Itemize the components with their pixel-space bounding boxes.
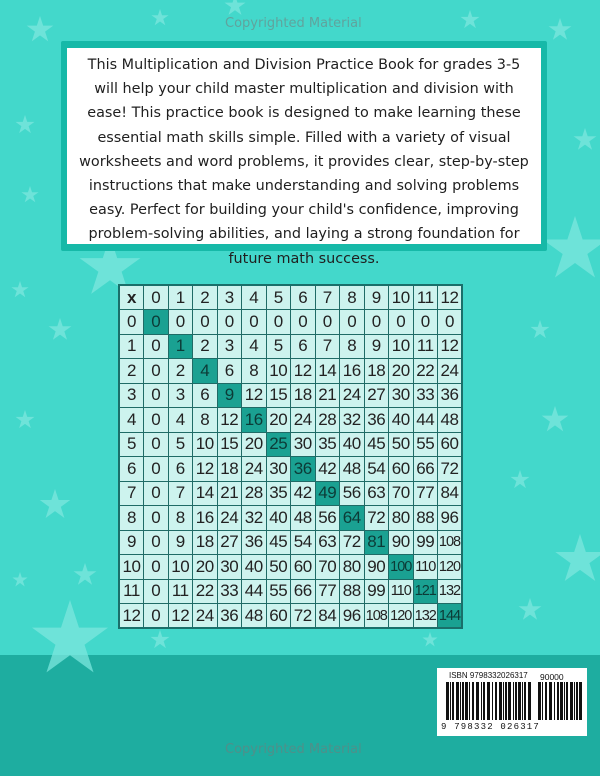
barcode-bar	[538, 682, 541, 720]
product-cell: 5	[168, 432, 193, 457]
barcode-bar	[570, 682, 573, 720]
product-cell: 11	[168, 579, 193, 604]
product-cell: 24	[193, 604, 218, 629]
multiplication-table	[118, 284, 463, 629]
barcode-bar	[554, 682, 555, 720]
watermark-bottom: Copyrighted Material	[225, 742, 362, 757]
square-cell: 49	[315, 481, 340, 506]
barcode-bar	[469, 682, 470, 720]
product-cell: 36	[242, 530, 267, 555]
product-cell: 50	[389, 432, 414, 457]
barcode-bar	[566, 682, 568, 720]
product-cell: 0	[340, 310, 365, 335]
product-cell: 22	[413, 359, 438, 384]
barcode-bar	[560, 682, 563, 720]
table-row	[119, 555, 462, 580]
product-cell: 88	[413, 506, 438, 531]
addon-barcode	[538, 682, 582, 722]
product-cell: 80	[340, 555, 365, 580]
barcode-bar	[499, 682, 502, 720]
row-header: 11	[119, 579, 144, 604]
product-cell: 48	[438, 408, 463, 433]
product-cell: 120	[438, 555, 463, 580]
barcode-bar	[579, 682, 582, 720]
product-cell: 72	[340, 530, 365, 555]
product-cell: 70	[315, 555, 340, 580]
product-cell: 24	[340, 383, 365, 408]
product-cell: 60	[438, 432, 463, 457]
product-cell: 0	[144, 604, 169, 629]
product-cell: 99	[413, 530, 438, 555]
product-cell: 14	[193, 481, 218, 506]
table-row	[119, 530, 462, 555]
barcode-bar	[545, 682, 547, 720]
product-cell: 30	[217, 555, 242, 580]
product-cell: 12	[193, 457, 218, 482]
product-cell: 55	[413, 432, 438, 457]
product-cell: 0	[217, 310, 242, 335]
square-cell: 144	[438, 604, 463, 629]
product-cell: 5	[266, 334, 291, 359]
product-cell: 20	[193, 555, 218, 580]
column-header: 8	[340, 285, 365, 310]
product-cell: 40	[389, 408, 414, 433]
product-cell: 24	[242, 457, 267, 482]
product-cell: 110	[389, 579, 414, 604]
product-cell: 0	[144, 457, 169, 482]
barcode-bar	[515, 682, 517, 720]
product-cell: 3	[168, 383, 193, 408]
column-header: 7	[315, 285, 340, 310]
product-cell: 72	[291, 604, 316, 629]
row-header: 10	[119, 555, 144, 580]
product-cell: 15	[266, 383, 291, 408]
square-cell: 16	[242, 408, 267, 433]
product-cell: 6	[217, 359, 242, 384]
row-header: 4	[119, 408, 144, 433]
barcode-bar	[487, 682, 490, 720]
barcode-bar	[528, 682, 531, 720]
product-cell: 36	[438, 383, 463, 408]
product-cell: 63	[364, 481, 389, 506]
barcode-bar	[483, 682, 485, 720]
table-row	[119, 383, 462, 408]
product-cell: 6	[168, 457, 193, 482]
product-cell: 10	[266, 359, 291, 384]
row-header: 8	[119, 506, 144, 531]
product-cell: 22	[193, 579, 218, 604]
column-header: 6	[291, 285, 316, 310]
product-cell: 0	[438, 310, 463, 335]
product-cell: 9	[168, 530, 193, 555]
table-corner-symbol: x	[119, 285, 144, 310]
column-header: 5	[266, 285, 291, 310]
product-cell: 0	[144, 555, 169, 580]
product-cell: 99	[364, 579, 389, 604]
barcode-bar	[505, 682, 507, 720]
column-header: 12	[438, 285, 463, 310]
product-cell: 66	[413, 457, 438, 482]
product-cell: 45	[266, 530, 291, 555]
product-cell: 7	[315, 334, 340, 359]
product-cell: 0	[266, 310, 291, 335]
product-cell: 7	[168, 481, 193, 506]
product-cell: 0	[364, 310, 389, 335]
product-cell: 24	[291, 408, 316, 433]
price-addon-label: 90000	[540, 672, 564, 682]
row-header: 7	[119, 481, 144, 506]
barcode-bar	[549, 682, 552, 720]
product-cell: 0	[389, 310, 414, 335]
product-cell: 8	[168, 506, 193, 531]
product-cell: 6	[193, 383, 218, 408]
product-cell: 27	[217, 530, 242, 555]
product-cell: 110	[413, 555, 438, 580]
product-cell: 33	[413, 383, 438, 408]
product-cell: 72	[438, 457, 463, 482]
product-cell: 45	[364, 432, 389, 457]
product-cell: 0	[144, 383, 169, 408]
product-cell: 35	[266, 481, 291, 506]
product-cell: 0	[242, 310, 267, 335]
column-header: 2	[193, 285, 218, 310]
product-cell: 10	[193, 432, 218, 457]
product-cell: 132	[438, 579, 463, 604]
square-cell: 4	[193, 359, 218, 384]
barcode-bar	[564, 682, 565, 720]
product-cell: 18	[193, 530, 218, 555]
product-cell: 16	[340, 359, 365, 384]
product-cell: 88	[340, 579, 365, 604]
table-row	[119, 579, 462, 604]
product-cell: 12	[217, 408, 242, 433]
product-cell: 48	[242, 604, 267, 629]
isbn-barcode	[446, 682, 534, 722]
isbn-label: ISBN 9798332026317	[449, 671, 528, 680]
square-cell: 64	[340, 506, 365, 531]
product-cell: 2	[168, 359, 193, 384]
table-row	[119, 481, 462, 506]
product-cell: 54	[364, 457, 389, 482]
product-cell: 18	[364, 359, 389, 384]
product-cell: 20	[242, 432, 267, 457]
row-header: 6	[119, 457, 144, 482]
product-cell: 66	[291, 579, 316, 604]
product-cell: 35	[315, 432, 340, 457]
table-row	[119, 334, 462, 359]
product-cell: 24	[438, 359, 463, 384]
product-cell: 0	[144, 579, 169, 604]
column-header: 0	[144, 285, 169, 310]
product-cell: 9	[364, 334, 389, 359]
row-header: 1	[119, 334, 144, 359]
table-row	[119, 408, 462, 433]
square-cell: 25	[266, 432, 291, 457]
barcode-bar	[446, 682, 449, 720]
table-row	[119, 310, 462, 335]
product-cell: 0	[144, 432, 169, 457]
product-cell: 6	[291, 334, 316, 359]
barcode-bar	[456, 682, 459, 720]
product-cell: 32	[242, 506, 267, 531]
table-row	[119, 359, 462, 384]
product-cell: 108	[438, 530, 463, 555]
product-cell: 44	[413, 408, 438, 433]
barcode-bar	[503, 682, 504, 720]
column-header: 4	[242, 285, 267, 310]
barcode-bar	[542, 682, 543, 720]
row-header: 2	[119, 359, 144, 384]
product-cell: 30	[266, 457, 291, 482]
column-header: 10	[389, 285, 414, 310]
product-cell: 12	[242, 383, 267, 408]
product-cell: 14	[315, 359, 340, 384]
square-cell: 0	[144, 310, 169, 335]
product-cell: 18	[217, 457, 242, 482]
barcode-bar	[522, 682, 523, 720]
square-cell: 1	[168, 334, 193, 359]
product-cell: 18	[291, 383, 316, 408]
product-cell: 12	[438, 334, 463, 359]
product-cell: 11	[413, 334, 438, 359]
product-cell: 0	[315, 310, 340, 335]
row-header: 12	[119, 604, 144, 629]
barcode-bar	[524, 682, 526, 720]
times-table-grid	[118, 284, 463, 629]
product-cell: 0	[413, 310, 438, 335]
product-cell: 16	[193, 506, 218, 531]
barcode-bar	[557, 682, 559, 720]
barcode-bar	[513, 682, 514, 720]
product-cell: 70	[389, 481, 414, 506]
product-cell: 77	[315, 579, 340, 604]
product-cell: 20	[266, 408, 291, 433]
barcode-bar	[518, 682, 521, 720]
barcode-bar	[462, 682, 464, 720]
product-cell: 8	[193, 408, 218, 433]
product-cell: 42	[315, 457, 340, 482]
barcode-bar	[508, 682, 511, 720]
product-cell: 108	[364, 604, 389, 629]
product-cell: 8	[340, 334, 365, 359]
product-cell: 60	[389, 457, 414, 482]
product-cell: 48	[340, 457, 365, 482]
product-cell: 21	[315, 383, 340, 408]
product-cell: 60	[291, 555, 316, 580]
barcode-bar	[460, 682, 461, 720]
product-cell: 80	[389, 506, 414, 531]
barcode-bar	[472, 682, 474, 720]
book-description: This Multiplication and Division Practice Book for grades 3-5 will help your child master multiplication and division with ease! This practice book is designed to make learning these essential math skills simple. Filled with a variety of visual worksheets and word problems, it provides clear, step-by-step instructions that make understanding and solving problems easy. Perfect for building your child's confidence, improving problem-solving abilities, and laying a strong foundation for future math success.	[67, 48, 541, 244]
row-header: 0	[119, 310, 144, 335]
product-cell: 55	[266, 579, 291, 604]
column-header: 3	[217, 285, 242, 310]
barcode-bar	[495, 682, 497, 720]
product-cell: 40	[242, 555, 267, 580]
product-cell: 44	[242, 579, 267, 604]
product-cell: 96	[340, 604, 365, 629]
barcode-bar	[465, 682, 468, 720]
product-cell: 15	[217, 432, 242, 457]
product-cell: 42	[291, 481, 316, 506]
barcode-bar	[576, 682, 578, 720]
product-cell: 40	[266, 506, 291, 531]
barcode-bar	[481, 682, 482, 720]
product-cell: 90	[389, 530, 414, 555]
product-cell: 8	[242, 359, 267, 384]
product-cell: 30	[389, 383, 414, 408]
product-cell: 77	[413, 481, 438, 506]
row-header: 9	[119, 530, 144, 555]
product-cell: 0	[144, 334, 169, 359]
row-header: 3	[119, 383, 144, 408]
square-cell: 36	[291, 457, 316, 482]
product-cell: 50	[266, 555, 291, 580]
product-cell: 54	[291, 530, 316, 555]
product-cell: 4	[168, 408, 193, 433]
product-cell: 10	[389, 334, 414, 359]
barcode-bar	[492, 682, 493, 720]
product-cell: 0	[144, 359, 169, 384]
square-cell: 100	[389, 555, 414, 580]
barcode-bar	[450, 682, 451, 720]
column-header: 9	[364, 285, 389, 310]
product-cell: 0	[144, 408, 169, 433]
product-cell: 2	[193, 334, 218, 359]
product-cell: 0	[193, 310, 218, 335]
product-cell: 27	[364, 383, 389, 408]
product-cell: 28	[315, 408, 340, 433]
product-cell: 0	[144, 481, 169, 506]
product-cell: 84	[315, 604, 340, 629]
product-cell: 84	[438, 481, 463, 506]
table-header-row	[119, 285, 462, 310]
square-cell: 121	[413, 579, 438, 604]
product-cell: 56	[315, 506, 340, 531]
barcode-digits: 9 798332 026317	[441, 722, 541, 732]
product-cell: 60	[266, 604, 291, 629]
product-cell: 0	[144, 506, 169, 531]
product-cell: 24	[217, 506, 242, 531]
product-cell: 40	[340, 432, 365, 457]
column-header: 1	[168, 285, 193, 310]
square-cell: 9	[217, 383, 242, 408]
product-cell: 20	[389, 359, 414, 384]
table-row	[119, 604, 462, 629]
square-cell: 81	[364, 530, 389, 555]
product-cell: 120	[389, 604, 414, 629]
product-cell: 4	[242, 334, 267, 359]
product-cell: 10	[168, 555, 193, 580]
product-cell: 90	[364, 555, 389, 580]
product-cell: 0	[144, 530, 169, 555]
product-cell: 132	[413, 604, 438, 629]
product-cell: 28	[242, 481, 267, 506]
barcode-bar	[574, 682, 575, 720]
product-cell: 96	[438, 506, 463, 531]
product-cell: 32	[340, 408, 365, 433]
table-row	[119, 506, 462, 531]
product-cell: 3	[217, 334, 242, 359]
product-cell: 33	[217, 579, 242, 604]
column-header: 11	[413, 285, 438, 310]
table-row	[119, 457, 462, 482]
product-cell: 30	[291, 432, 316, 457]
barcode-bar	[452, 682, 454, 720]
product-cell: 36	[364, 408, 389, 433]
product-cell: 63	[315, 530, 340, 555]
product-cell: 0	[291, 310, 316, 335]
product-cell: 21	[217, 481, 242, 506]
product-cell: 48	[291, 506, 316, 531]
row-header: 5	[119, 432, 144, 457]
table-row	[119, 432, 462, 457]
product-cell: 0	[168, 310, 193, 335]
product-cell: 56	[340, 481, 365, 506]
product-cell: 72	[364, 506, 389, 531]
barcode-bar	[476, 682, 479, 720]
product-cell: 36	[217, 604, 242, 629]
product-cell: 12	[291, 359, 316, 384]
watermark-top: Copyrighted Material	[225, 16, 362, 31]
product-cell: 12	[168, 604, 193, 629]
